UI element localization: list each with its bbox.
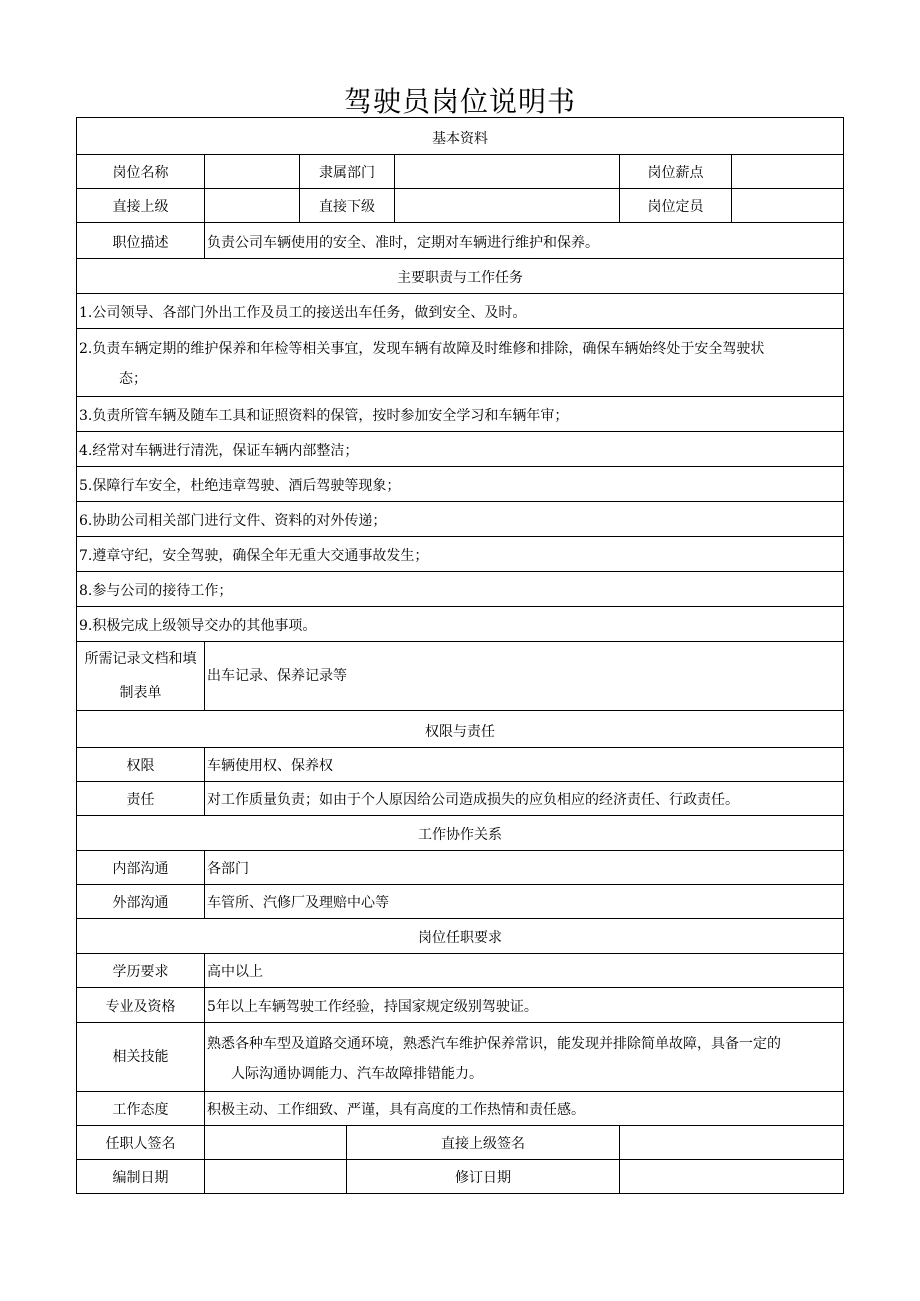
subordinate-label: 直接下级 [300,189,395,223]
salary-label: 岗位薪点 [620,155,732,189]
duty-item: 9.积极完成上级领导交办的其他事项。 [77,607,844,642]
skills-value [205,1023,844,1092]
internal-value: 各部门 [205,851,844,885]
duty-item [77,329,844,397]
attitude-value: 积极主动、工作细致、严谨，具有高度的工作热情和责任感。 [205,1092,844,1126]
edu-label: 学历要求 [77,954,205,988]
superior-sign-label: 直接上级签名 [347,1126,620,1160]
dept-label: 隶属部门 [300,155,395,189]
records-label [77,642,205,711]
resp-label: 责任 [77,782,205,816]
desc-value: 负责公司车辆使用的安全、准时，定期对车辆进行维护和保养。 [205,223,844,259]
records-label-line2: 制表单 [119,685,162,701]
salary-value[interactable] [732,155,844,189]
created-date-label: 编制日期 [77,1160,205,1194]
subordinate-value[interactable] [395,189,620,223]
records-label-line1: 所需记录文档和填 [84,651,197,667]
section-duties: 主要职责与工作任务 [77,259,844,294]
headcount-label: 岗位定员 [620,189,732,223]
section-cooperation: 工作协作关系 [77,816,844,851]
headcount-value[interactable] [732,189,844,223]
superior-label: 直接上级 [77,189,205,223]
document-title: 驾驶员岗位说明书 [343,85,576,118]
duty-item-text: 2.负责车辆定期的维护保养和年检等相关事宜，发现车辆有故障及时维修和排除，确保车辆始终处于安全驾驶状 [79,341,765,357]
skills-value-line2: 人际沟通协调能力、汽车故障排错能力。 [231,1066,483,1082]
edu-value: 高中以上 [205,954,844,988]
job-description-table [76,117,844,1194]
rights-label: 权限 [77,748,205,782]
duty-item: 1.公司领导、各部门外出工作及员工的接送出车任务，做到安全、及时。 [77,294,844,329]
dept-value[interactable] [395,155,620,189]
internal-label: 内部沟通 [77,851,205,885]
external-label: 外部沟通 [77,885,205,919]
revised-date-label: 修订日期 [347,1160,620,1194]
duty-item: 4.经常对车辆进行清洗，保证车辆内部整洁； [77,432,844,467]
section-basic: 基本资料 [77,118,844,155]
external-value: 车管所、汽修厂及理赔中心等 [205,885,844,919]
skills-value-line1: 熟悉各种车型及道路交通环境，熟悉汽车维护保养常识，能发现并排除简单故障，具备一定的 [207,1036,781,1052]
revised-date-value[interactable] [620,1160,844,1194]
post-name-label: 岗位名称 [77,155,205,189]
superior-sign-value[interactable] [620,1126,844,1160]
duty-item: 3.负责所管车辆及随车工具和证照资料的保管，按时参加安全学习和车辆年审； [77,397,844,432]
holder-sign-value[interactable] [205,1126,347,1160]
major-label: 专业及资格 [77,988,205,1023]
duty-item: 5.保障行车安全，杜绝违章驾驶、酒后驾驶等现象； [77,467,844,502]
resp-value: 对工作质量负责；如由于个人原因给公司造成损失的应负相应的经济责任、行政责任。 [205,782,844,816]
desc-label: 职位描述 [77,223,205,259]
created-date-value[interactable] [205,1160,347,1194]
holder-sign-label: 任职人签名 [77,1126,205,1160]
major-value: 5年以上车辆驾驶工作经验，持国家规定级别驾驶证。 [205,988,844,1023]
duty-item: 8.参与公司的接待工作； [77,572,844,607]
records-value: 出车记录、保养记录等 [205,642,844,711]
skills-label: 相关技能 [77,1023,205,1092]
attitude-label: 工作态度 [77,1092,205,1126]
duty-item: 6.协助公司相关部门进行文件、资料的对外传递； [77,502,844,537]
superior-value[interactable] [205,189,300,223]
duty-item-cont: 态； [119,371,147,387]
section-authority: 权限与责任 [77,711,844,748]
post-name-value[interactable] [205,155,300,189]
duty-item: 7.遵章守纪，安全驾驶，确保全年无重大交通事故发生； [77,537,844,572]
section-requirements: 岗位任职要求 [77,919,844,954]
rights-value: 车辆使用权、保养权 [205,748,844,782]
